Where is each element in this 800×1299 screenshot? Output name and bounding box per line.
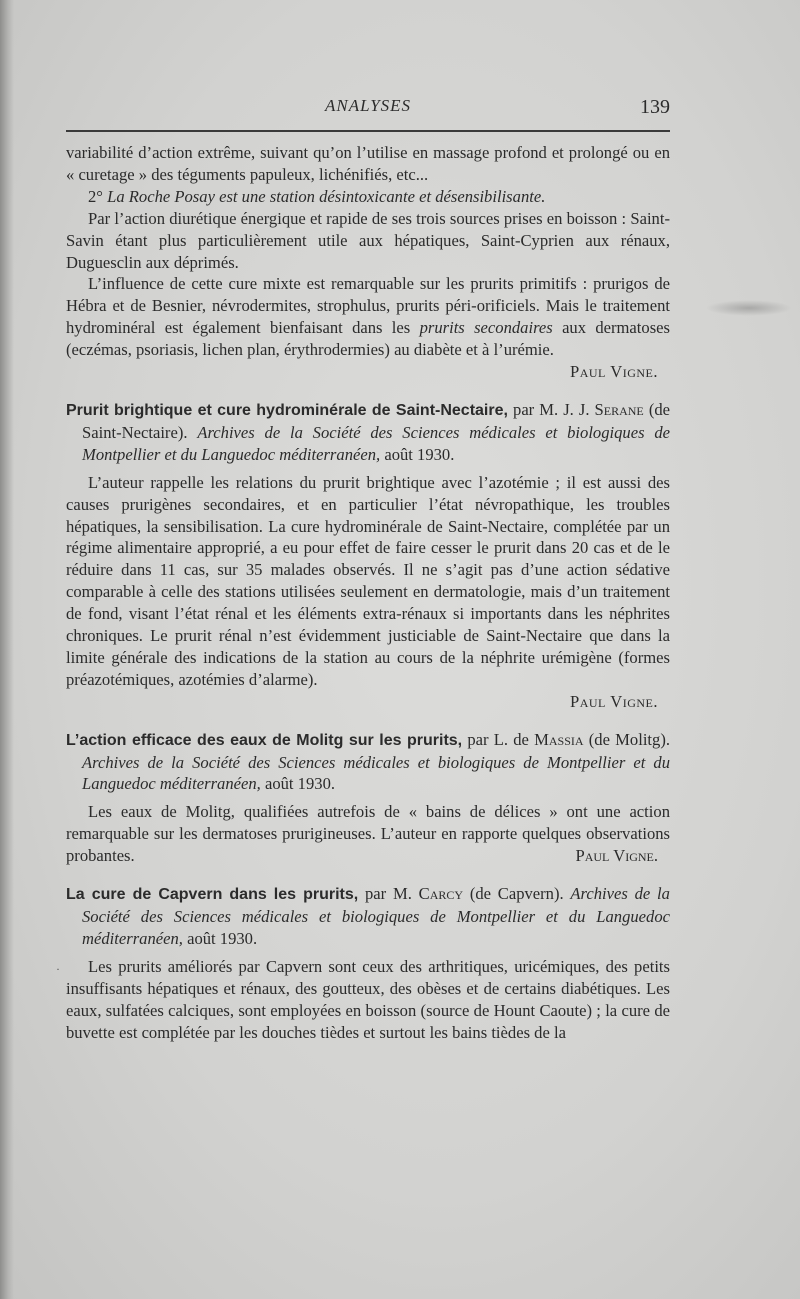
publication-date: août 1930. [187, 928, 258, 948]
author-name: Carcy [418, 884, 464, 904]
author-signature: Paul Vigne. [575, 846, 658, 866]
text-run: aux dermatoses (eczémas, psoriasis, lichen plan, érythrodermies) au diabète et à l’urémie. [66, 318, 670, 360]
article-la-roche-posay [66, 142, 670, 383]
byline-par: par L. de [467, 729, 529, 749]
author-signature: Paul Vigne. [569, 691, 658, 711]
author-signature: Paul Vigne. [569, 362, 658, 382]
publication-date: août 1930. [384, 444, 455, 464]
paragraph: Par l’action diurétique énergique et rapide de ses trois sources prises en boisson : Saint-Savin étant plus particulièrement utile aux hépatiques, Saint-Cyprien aux rénaux, Duguesclin aux déprimés. [66, 208, 670, 272]
publication-date: août 1930. [264, 774, 336, 794]
article-molitg [66, 729, 670, 867]
article-title: Prurit brightique et cure hydrominérale de Saint-Nectaire, [66, 401, 508, 419]
journal-name: Archives de la Société des Sciences médicales et biologiques de Montpellier et du Languedoc méditerranéen, [82, 422, 670, 464]
paragraph [66, 186, 670, 208]
journal-name: Archives de la Société des Sciences médicales et biologiques de Montpellier et du Languedoc méditerranéen, [82, 884, 670, 948]
article-body: Les prurits améliorés par Capvern sont ceux des arthritiques, uricémiques, des petits insuffisants hépatiques et rénaux, des goutteux, des obèses et de certains diabétiques. Les eaux, sulfatées calciques, sont employées en boisson (source de Hount Caoute) ; la cure de buvette est complétée par les douches tièdes et surtout les bains tièdes de la [66, 956, 670, 1042]
article-reference [66, 883, 670, 950]
journal-name: Archives de la Société des Sciences médicales et biologiques de Montpellier et du Languedoc méditerranéen, [82, 752, 670, 794]
numbering: 2° [88, 186, 103, 206]
article-title: L’action efficace des eaux de Molitg sur les prurits, [66, 731, 463, 749]
page-spine-shadow [0, 0, 14, 1299]
body-text: Les eaux de Molitg, qualifiées autrefois de « bains de délices » ont une action remarquable sur les dermatoses prurigineuses. L’auteur en rapporte quelques observations probantes. [66, 802, 670, 866]
author-name: Massia [534, 729, 584, 749]
running-title: ANALYSES [324, 96, 412, 115]
text-run: L’influence de cette cure mixte est remarquable sur les prurits primitifs : prurigos de Hébra et de Besnier, névrodermites, strophulus, prurits péri-orificiels. Mais le traitement hydrominéral est également bienfaisant dans les [66, 274, 670, 338]
byline-par: par M. [365, 884, 412, 904]
article-body [66, 801, 670, 867]
italic-term: prurits secondaires [419, 318, 553, 338]
margin-dot: · [56, 962, 60, 976]
italic-statement: La Roche Posay est une station désintoxicante et désensibilisante. [107, 186, 546, 206]
page-content [66, 142, 670, 1043]
paragraph [66, 273, 670, 361]
byline-par: par M. J. J. [513, 399, 590, 419]
article-reference [66, 729, 670, 796]
article-reference [66, 399, 670, 466]
article-saint-nectaire [66, 399, 670, 713]
paragraph: variabilité d’action extrême, suivant qu’on l’utilise en massage profond et prolongé ou en « curetage » des téguments papuleux, lichénifiés, etc... [66, 143, 670, 184]
author-affiliation: (de Capvern). [469, 884, 564, 904]
margin-ink-smudge [706, 300, 792, 316]
author-affiliation: (de Saint-Nectaire). [82, 399, 671, 442]
article-body: L’auteur rappelle les relations du prurit brightique avec l’azotémie ; il est aussi des causes prurigènes secondaires, et en particulier l’état névropathique, les troubles hépatiques, la sensibilisation. La cure hydrominérale de Saint-Nectaire, complétée par un régime alimentaire approprié, a eu pour effet de faire cesser le prurit dans 20 cas et de le réduire dans 11 cas, sur 35 malades observés. Il ne s’agit pas d’une action sédative comparable à celle des stations utilisées seulement en dermatologie, mais d’un traitement de fond, visant l’état rénal et les éléments extra-rénaux si importants dans les néphrites chroniques. Le prurit rénal n’est évidemment justiciable de Saint-Nectaire que dans la limite générale des indications de la station au cours de la néphrite urémigène (formes préazotémiques, azotémies d’alarme). [66, 472, 670, 689]
page-number: 139 [640, 96, 670, 118]
article-capvern [66, 883, 670, 1043]
author-affiliation: (de Molitg). [588, 729, 671, 749]
page-header [66, 96, 670, 126]
header-rule [66, 130, 670, 132]
author-name: Serane [594, 399, 644, 419]
article-title: La cure de Capvern dans les prurits, [66, 886, 359, 904]
